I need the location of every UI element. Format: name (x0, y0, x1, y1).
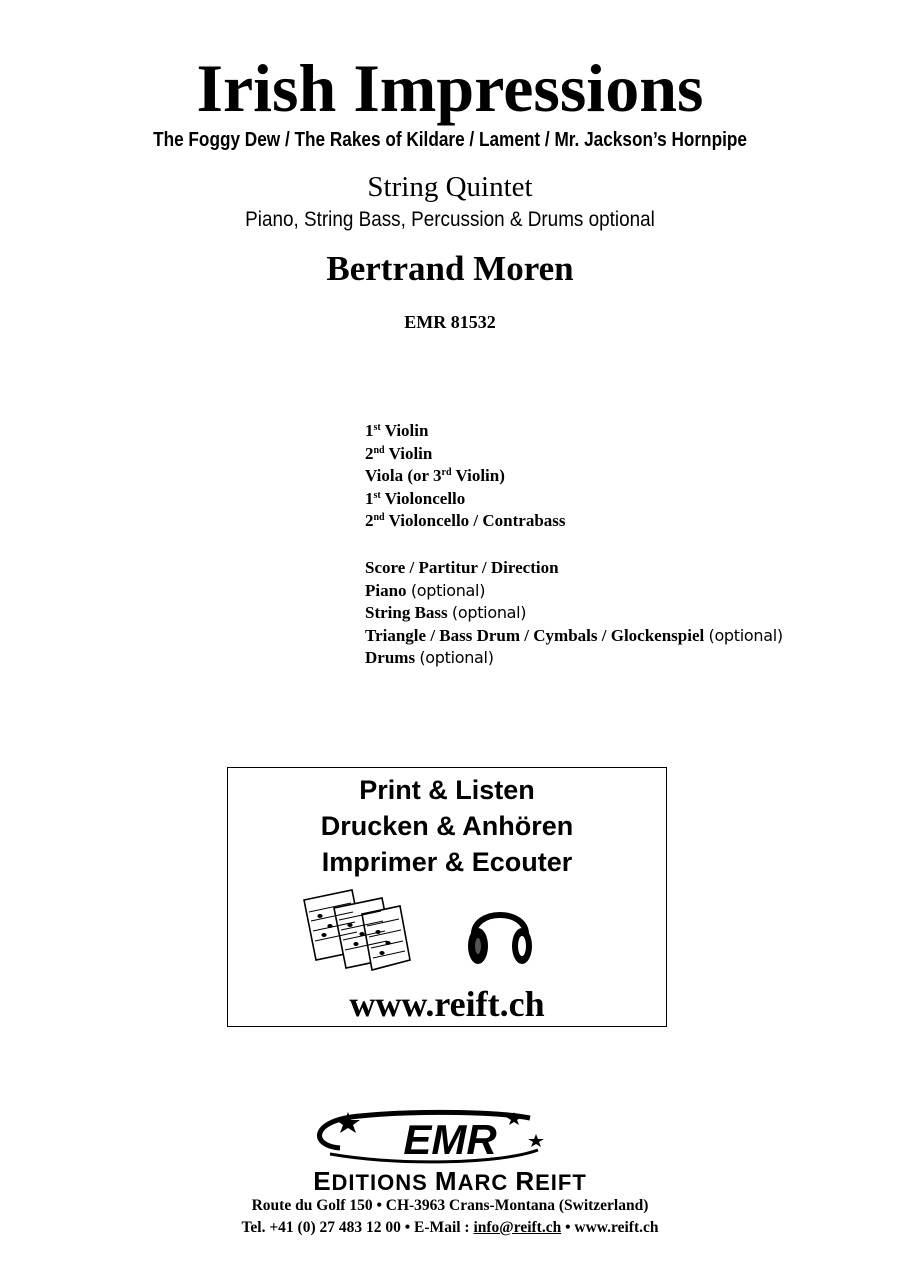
print-listen-box (227, 767, 667, 1027)
part-item: String Bass (optional) (365, 603, 527, 623)
part-item: 2nd Violoncello / Contrabass (365, 511, 566, 531)
part-item: Triangle / Bass Drum / Cymbals / Glockenspiel (optional) (365, 625, 783, 645)
promo-line-english: Print & Listen (359, 775, 535, 805)
promo-line-french: Imprimer & Ecouter (321, 847, 573, 877)
extra-parts-list (365, 557, 783, 670)
emr-logo (300, 1108, 600, 1170)
part-item: Piano (optional) (365, 580, 486, 600)
email-link[interactable]: info@reift.ch (473, 1219, 562, 1236)
promo-line-german: Drucken & Anhören (320, 811, 574, 841)
part-item: Score / Partitur / Direction (365, 558, 559, 577)
sheet-music-icon (300, 888, 412, 972)
publisher-address: Route du Golf 150 • CH-3963 Crans-Montana (Switzerland) (251, 1197, 649, 1214)
headphones-icon (464, 894, 536, 970)
publisher-contact: Tel. +41 (0) 27 483 12 00 • E-Mail : info@reift.ch • www.reift.ch (241, 1219, 659, 1236)
svg-text:EMR: EMR (403, 1116, 497, 1163)
string-parts-list (365, 420, 566, 533)
promo-website-link[interactable]: www.reift.ch (349, 984, 545, 1024)
optional-instruments: Piano, String Bass, Percussion & Drums optional (245, 208, 655, 231)
subtitle-tune-list: The Foggy Dew / The Rakes of Kildare / Lament / Mr. Jackson’s Hornpipe (153, 129, 747, 151)
part-item: Viola (or 3rd Violin) (365, 466, 505, 486)
website-link[interactable]: • www.reift.ch (565, 1219, 659, 1236)
page-title: Irish Impressions (196, 50, 704, 126)
publisher-name: EDITIONS MARC REIFT (313, 1166, 587, 1196)
composer-name: Bertrand Moren (326, 249, 574, 288)
ensemble: String Quintet (367, 171, 533, 203)
part-item: 1st Violin (365, 421, 429, 440)
part-item: 1st Violoncello (365, 488, 466, 508)
catalog-number: EMR 81532 (404, 312, 496, 332)
part-item: 2nd Violin (365, 443, 433, 463)
part-item: Drums (optional) (365, 648, 494, 668)
